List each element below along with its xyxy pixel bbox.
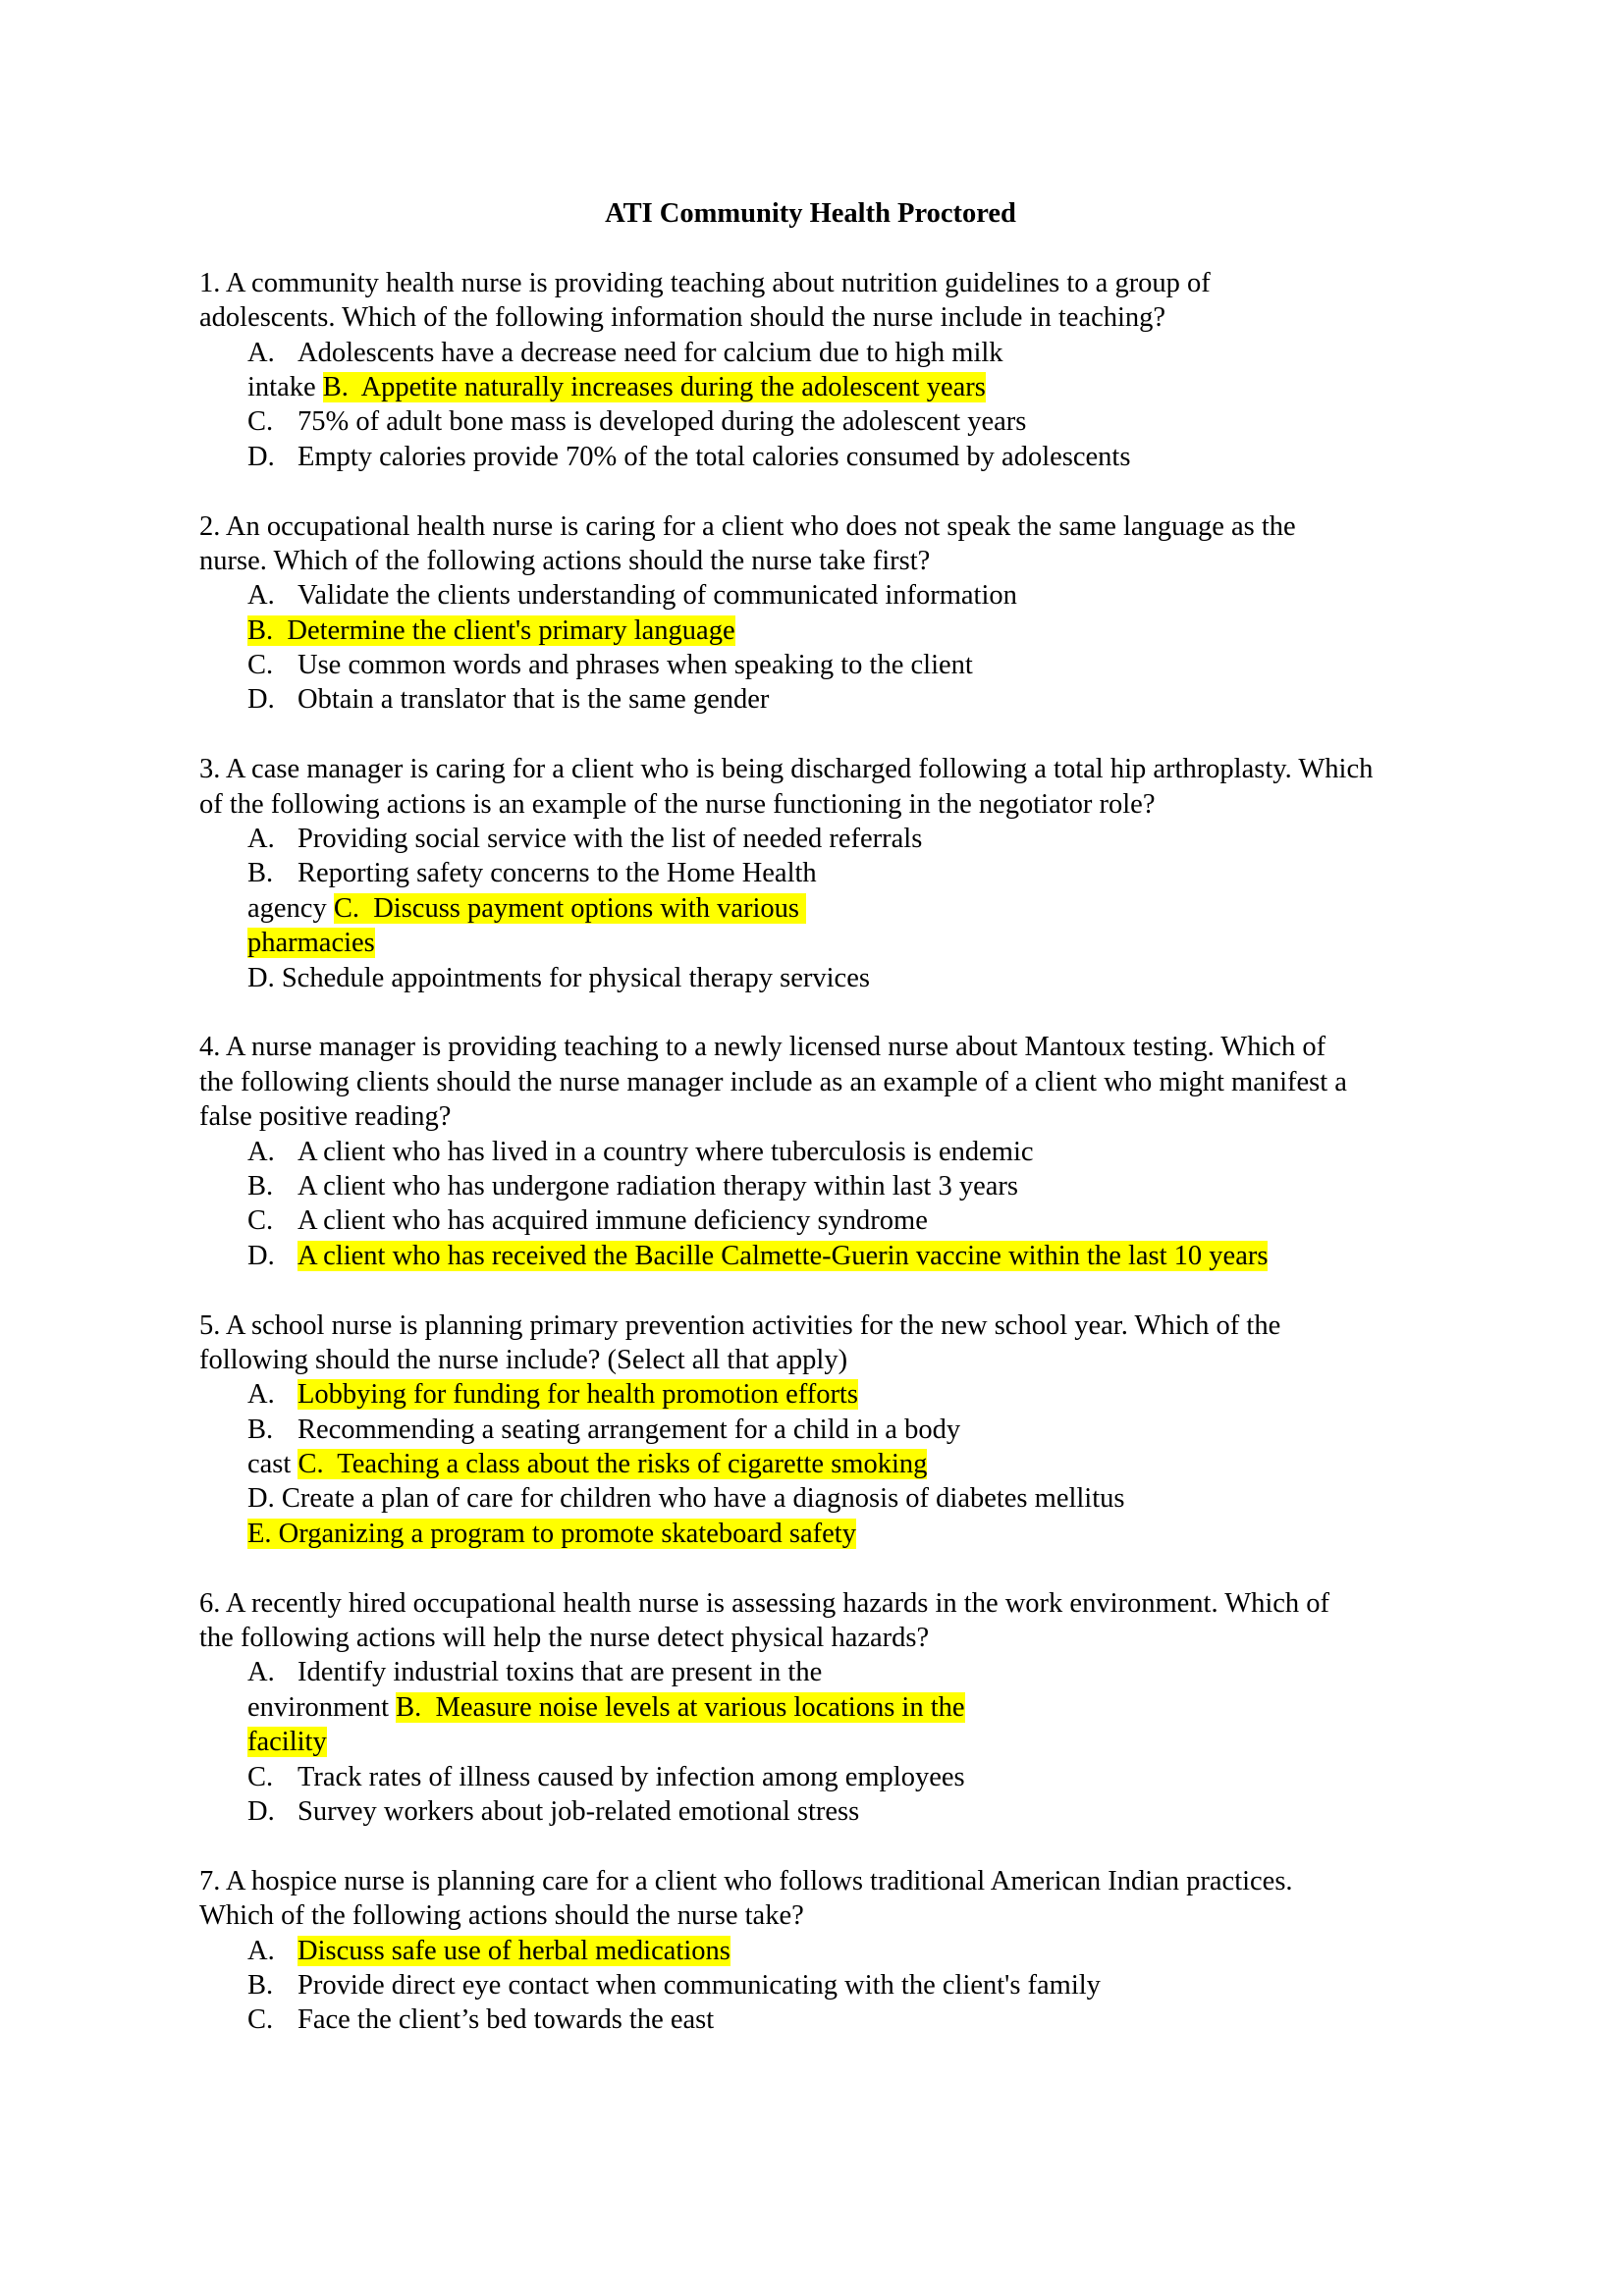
answer-option-line bbox=[199, 682, 1476, 717]
option-letter: C. bbox=[247, 1761, 274, 1792]
text: Adolescents have a decrease need for calcium due to high milk bbox=[298, 337, 1003, 368]
text: 5. A school nurse is planning primary prevention activities for the new school year. Which of the bbox=[199, 1309, 1281, 1341]
text: A client who has lived in a country where tuberculosis is endemic bbox=[298, 1136, 1034, 1167]
option-letter: D. bbox=[247, 1240, 275, 1271]
question-stem-line bbox=[199, 266, 1476, 300]
option-letter: D. bbox=[247, 684, 275, 716]
question-stem-line bbox=[199, 1586, 1476, 1621]
text: 2. An occupational health nurse is caring for a client who does not speak the same language as the bbox=[199, 510, 1296, 542]
answer-option-line bbox=[199, 1690, 1476, 1725]
text: Empty calories provide 70% of the total calories consumed by adolescents bbox=[298, 441, 1131, 472]
text: A client who has acquired immune deficiency syndrome bbox=[298, 1205, 928, 1237]
answer-option-line bbox=[199, 614, 1476, 648]
highlighted-answer-text: Discuss safe use of herbal medications bbox=[298, 1935, 730, 1966]
option-letter: C. bbox=[247, 2004, 274, 2036]
answer-option-line bbox=[199, 1203, 1476, 1238]
answer-option-line bbox=[199, 1655, 1476, 1689]
answer-option-line bbox=[199, 440, 1476, 474]
question-stem-line bbox=[199, 1030, 1476, 1064]
question-stem-line bbox=[199, 1864, 1476, 1898]
answer-option-line bbox=[199, 1481, 1476, 1516]
text: of the following actions is an example of the nurse functioning in the negotiator role? bbox=[199, 788, 1156, 820]
question-stem-line bbox=[199, 1898, 1476, 1933]
answer-option-line bbox=[199, 1413, 1476, 1447]
highlighted-answer-text: B. Measure noise levels at various locations in the bbox=[396, 1691, 965, 1723]
answer-option-line bbox=[199, 370, 1476, 404]
answer-option-line bbox=[199, 1968, 1476, 2002]
highlighted-answer-text: E. Organizing a program to promote skateboard safety bbox=[247, 1518, 856, 1549]
text: 6. A recently hired occupational health nurse is assessing hazards in the work environment. Which of bbox=[199, 1587, 1330, 1619]
option-letter: D. bbox=[247, 441, 275, 472]
option-letter: B. bbox=[247, 1414, 274, 1445]
text: Provide direct eye contact when communicating with the client's family bbox=[298, 1969, 1101, 2001]
text: Use common words and phrases when speaking to the client bbox=[298, 650, 973, 681]
answer-option-line bbox=[199, 891, 1476, 926]
spacer bbox=[199, 474, 1476, 508]
option-letter: C. bbox=[247, 406, 274, 438]
text: following should the nurse include? (Select all that apply) bbox=[199, 1344, 848, 1375]
option-letter: A. bbox=[247, 337, 275, 368]
text: adolescents. Which of the following information should the nurse include in teaching? bbox=[199, 302, 1166, 334]
text: false positive reading? bbox=[199, 1101, 452, 1133]
question-5 bbox=[199, 1308, 1476, 1552]
option-letter: B. bbox=[247, 858, 274, 889]
text: Validate the clients understanding of communicated information bbox=[298, 580, 1017, 612]
text: the following clients should the nurse manager include as an example of a client who might manifest a bbox=[199, 1066, 1347, 1097]
question-stem-line bbox=[199, 1099, 1476, 1134]
spacer bbox=[199, 995, 1476, 1030]
text: Survey workers about job-related emotional stress bbox=[298, 1795, 860, 1827]
option-letter: C. bbox=[247, 650, 274, 681]
answer-option-line bbox=[199, 1517, 1476, 1551]
option-letter: A. bbox=[247, 1657, 275, 1688]
highlighted-answer-text: A client who has received the Bacille Calmette-Guerin vaccine within the last 10 years bbox=[298, 1240, 1269, 1271]
document-title: ATI Community Health Proctored bbox=[605, 198, 1016, 229]
spacer bbox=[199, 1829, 1476, 1863]
highlighted-answer-text: facility bbox=[247, 1727, 327, 1758]
question-stem-line bbox=[199, 1065, 1476, 1099]
text: Identify industrial toxins that are present in the bbox=[298, 1657, 823, 1688]
text: 7. A hospice nurse is planning care for a client who follows traditional American Indian practices. bbox=[199, 1865, 1293, 1896]
text: Recommending a seating arrangement for a child in a body bbox=[298, 1414, 961, 1445]
text: A client who has undergone radiation therapy within last 3 years bbox=[298, 1170, 1018, 1201]
question-stem-line bbox=[199, 1308, 1476, 1343]
text: 75% of adult bone mass is developed during the adolescent years bbox=[298, 406, 1027, 438]
text: 1. A community health nurse is providing teaching about nutrition guidelines to a group of bbox=[199, 267, 1211, 298]
text: 4. A nurse manager is providing teaching to a newly licensed nurse about Mantoux testing. Which of bbox=[199, 1032, 1326, 1063]
highlighted-answer-text: C. Teaching a class about the risks of cigarette smoking bbox=[298, 1449, 928, 1480]
text: D. Create a plan of care for children who have a diagnosis of diabetes mellitus bbox=[247, 1483, 1125, 1515]
question-stem-line bbox=[199, 300, 1476, 335]
spacer bbox=[199, 2038, 1476, 2072]
question-stem-line bbox=[199, 1343, 1476, 1377]
question-stem-line bbox=[199, 752, 1476, 786]
question-3 bbox=[199, 752, 1476, 995]
question-stem-line bbox=[199, 544, 1476, 578]
highlighted-answer-text: Lobbying for funding for health promotion efforts bbox=[298, 1379, 858, 1411]
question-2 bbox=[199, 509, 1476, 718]
text: nurse. Which of the following actions should the nurse take first? bbox=[199, 545, 931, 576]
answer-option-line bbox=[199, 1377, 1476, 1412]
spacer bbox=[199, 231, 1476, 265]
option-letter: A. bbox=[247, 1379, 275, 1411]
document-page bbox=[199, 196, 1476, 2072]
highlighted-answer-text: C. Discuss payment options with various bbox=[333, 892, 807, 924]
question-7 bbox=[199, 1864, 1476, 2038]
answer-option-line bbox=[199, 1725, 1476, 1759]
spacer bbox=[199, 718, 1476, 752]
answer-option-line bbox=[199, 404, 1476, 439]
option-letter: D. bbox=[247, 1795, 275, 1827]
answer-option-line bbox=[199, 2002, 1476, 2037]
option-letter: A. bbox=[247, 1935, 275, 1966]
question-stem-line bbox=[199, 1621, 1476, 1655]
text: environment bbox=[247, 1691, 397, 1723]
text: Obtain a translator that is the same gender bbox=[298, 684, 770, 716]
text: intake bbox=[247, 371, 323, 402]
question-stem-line bbox=[199, 509, 1476, 544]
text: D. Schedule appointments for physical therapy services bbox=[247, 962, 870, 993]
answer-option-line bbox=[199, 1760, 1476, 1794]
answer-option-line bbox=[199, 1794, 1476, 1829]
highlighted-answer-text: B. Determine the client's primary language bbox=[247, 614, 735, 646]
answer-option-line bbox=[199, 961, 1476, 995]
text: the following actions will help the nurse detect physical hazards? bbox=[199, 1623, 930, 1654]
highlighted-answer-text: B. Appetite naturally increases during the adolescent years bbox=[322, 371, 986, 402]
option-letter: B. bbox=[247, 1170, 274, 1201]
text: Face the client’s bed towards the east bbox=[298, 2004, 715, 2036]
option-letter: B. bbox=[247, 1969, 274, 2001]
text: Providing social service with the list of needed referrals bbox=[298, 824, 923, 855]
answer-option-line bbox=[199, 926, 1476, 960]
answer-option-line bbox=[199, 1447, 1476, 1481]
question-4 bbox=[199, 1030, 1476, 1273]
question-list bbox=[199, 266, 1476, 2072]
highlighted-answer-text: pharmacies bbox=[247, 928, 375, 959]
spacer bbox=[199, 1273, 1476, 1308]
question-1 bbox=[199, 266, 1476, 474]
answer-option-line bbox=[199, 1934, 1476, 1968]
text: Track rates of illness caused by infection among employees bbox=[298, 1761, 965, 1792]
text: agency bbox=[247, 892, 334, 924]
answer-option-line bbox=[199, 1169, 1476, 1203]
text: cast bbox=[247, 1449, 298, 1480]
option-letter: A. bbox=[247, 1136, 275, 1167]
question-stem-line bbox=[199, 787, 1476, 822]
answer-option-line bbox=[199, 648, 1476, 682]
option-letter: C. bbox=[247, 1205, 274, 1237]
text: 3. A case manager is caring for a client who is being discharged following a total hip arthroplasty. Which bbox=[199, 754, 1374, 785]
text: Reporting safety concerns to the Home Health bbox=[298, 858, 817, 889]
answer-option-line bbox=[199, 856, 1476, 890]
text: Which of the following actions should the nurse take? bbox=[199, 1900, 804, 1932]
answer-option-line bbox=[199, 1135, 1476, 1169]
spacer bbox=[199, 1551, 1476, 1585]
answer-option-line bbox=[199, 822, 1476, 856]
option-letter: A. bbox=[247, 580, 275, 612]
option-letter: A. bbox=[247, 824, 275, 855]
answer-option-line bbox=[199, 1239, 1476, 1273]
question-6 bbox=[199, 1586, 1476, 1830]
answer-option-line bbox=[199, 578, 1476, 613]
answer-option-line bbox=[199, 336, 1476, 370]
